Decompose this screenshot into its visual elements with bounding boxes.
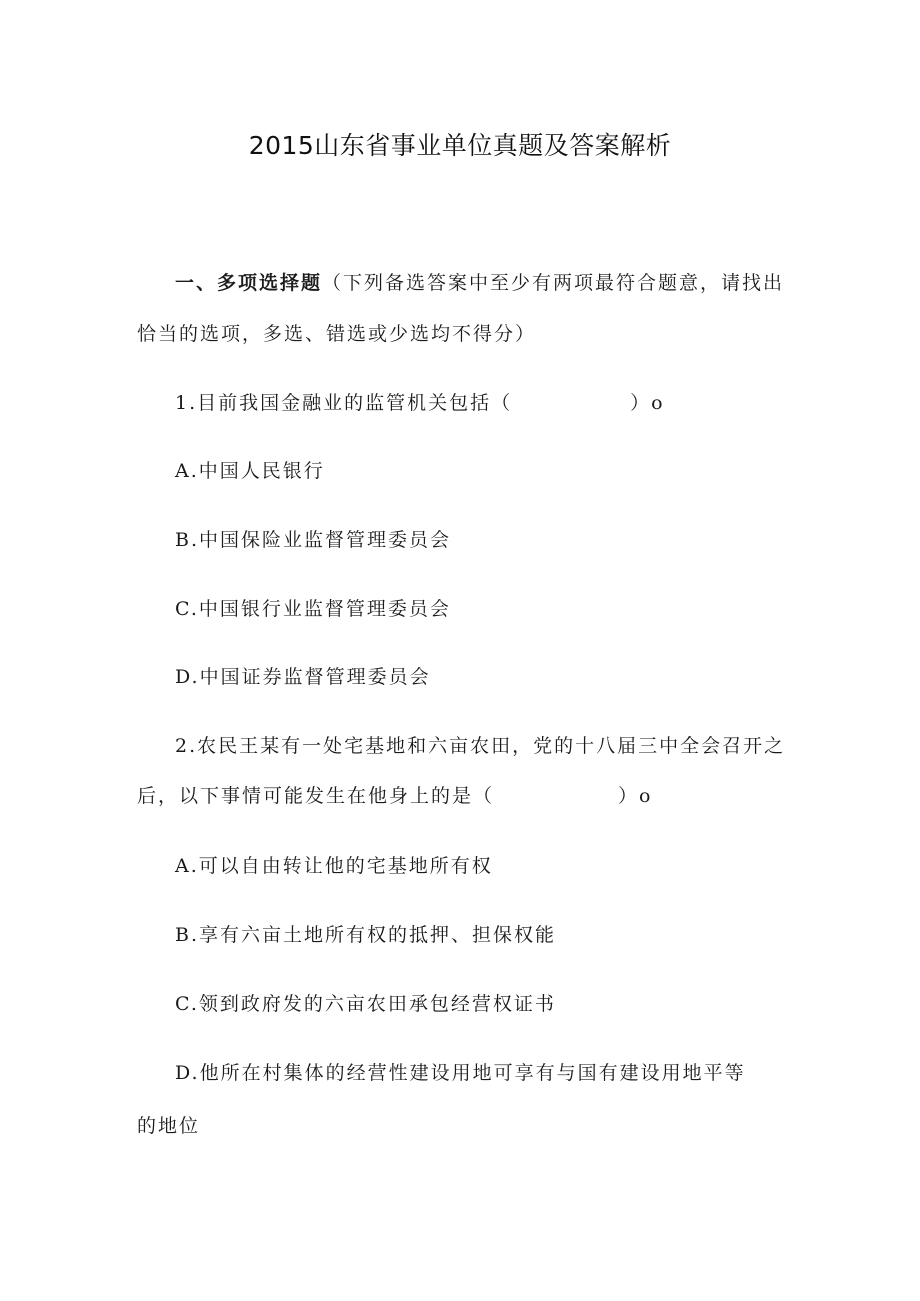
question-1-option-b: B.中国保险业监督管理委员会 <box>175 529 452 551</box>
question-2-stem-text: 后，以下事情可能发生在他身上的是（ <box>137 785 495 807</box>
question-1-stem <box>175 388 665 415</box>
question-2-option-a: A.可以自由转让他的宅基地所有权 <box>175 855 493 877</box>
question-1-stem-text: 1.目前我国金融业的监管机关包括（ <box>175 392 513 414</box>
section-instruction-part1: （下列备选答案中至少有两项最符合题意，请找出 <box>322 272 785 294</box>
section-heading: 一、多项选择题 <box>175 272 323 294</box>
document-title: 2015山东省事业单位真题及答案解析 <box>248 131 672 160</box>
question-2-option-c: C.领到政府发的六亩农田承包经营权证书 <box>175 993 556 1015</box>
question-2-option-b: B.享有六亩土地所有权的抵押、担保权能 <box>175 924 557 946</box>
question-1-option-d: D.中国证券监督管理委员会 <box>175 666 431 688</box>
question-2-stem-end: ）o <box>618 785 653 807</box>
question-2-option-d: D.他所在村集体的经营性建设用地可享有与国有建设用地平等 <box>175 1062 746 1084</box>
question-1-option-c: C.中国银行业监督管理委员会 <box>175 598 451 620</box>
question-1-option-a: A.中国人民银行 <box>175 460 325 482</box>
section-instruction-part2: 恰当的选项，多选、错选或少选均不得分） <box>137 323 537 345</box>
question-1-stem-end: ）o <box>630 392 665 414</box>
question-2-option-d-continuation: 的地位 <box>137 1115 201 1137</box>
section-intro-line-1 <box>175 268 784 295</box>
question-2-stem-line-2 <box>137 781 652 808</box>
question-2-stem-line-1: 2.农民王某有一处宅基地和六亩农田，党的十八届三中全会召开之 <box>175 735 786 757</box>
